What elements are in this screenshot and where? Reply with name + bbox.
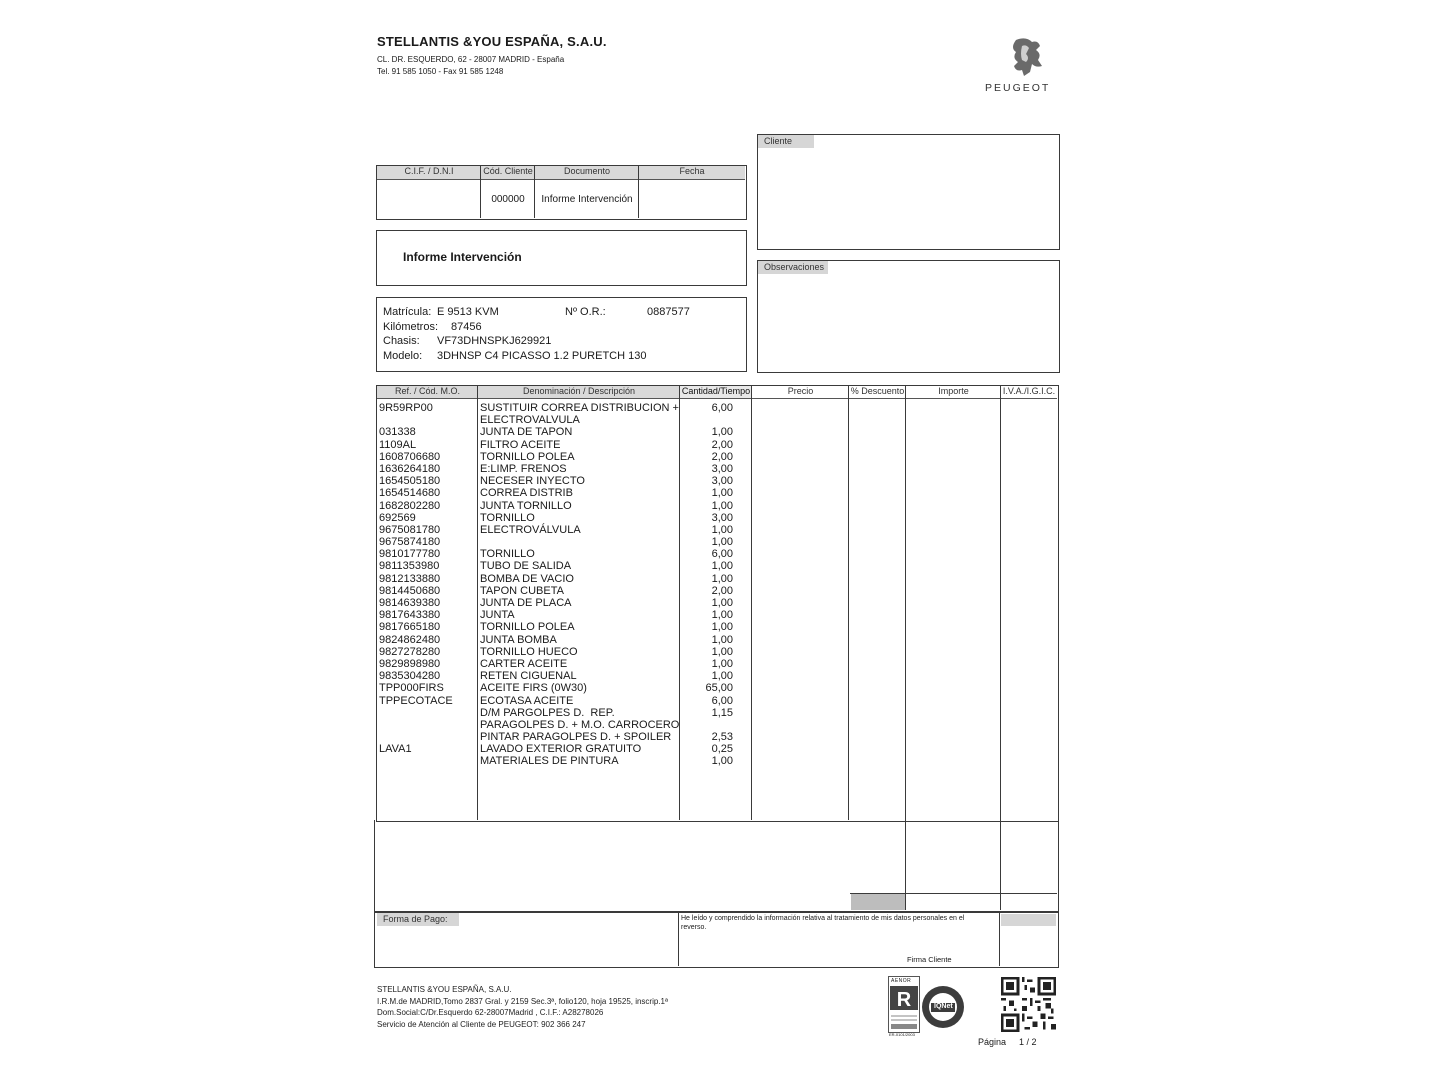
iqnet-label: IQNet <box>934 1003 953 1010</box>
col-discount-header: % Descuento <box>849 386 906 399</box>
item-qty: 1,00 <box>711 499 733 512</box>
desc-column <box>480 402 679 768</box>
item-qty: 1,00 <box>711 633 733 646</box>
item-desc: TORNILLO <box>480 548 535 561</box>
signature-label: Firma Cliente <box>907 955 952 964</box>
vehicle-box <box>376 297 747 372</box>
item-qty: 3,00 <box>711 511 733 524</box>
item-ref: 031338 <box>379 426 416 439</box>
item-ref: 692569 <box>379 511 416 524</box>
item-desc: PARAGOLPES D. + M.O. CARROCERO <box>480 718 680 731</box>
items-table <box>376 385 1059 822</box>
col-ref-header: Ref. / Cód. M.O. <box>377 386 478 399</box>
document-title: Informe Intervención <box>403 250 522 264</box>
item-ref: 9827278280 <box>379 645 441 658</box>
item-qty: 2,00 <box>711 450 733 463</box>
item-qty: 2,53 <box>711 731 733 744</box>
item-qty: 6,00 <box>711 548 733 561</box>
item-ref: 9835304280 <box>379 670 441 683</box>
item-desc: JUNTA TORNILLO <box>480 499 572 512</box>
col-desc-header: Denominación / Descripción <box>478 386 680 399</box>
item-ref: 1636264180 <box>379 462 441 475</box>
value-cod-cliente: 000000 <box>491 194 525 205</box>
cert-label: ER-0101/2003 <box>889 1032 915 1037</box>
item-qty: 65,00 <box>705 682 733 695</box>
item-qty: 1,00 <box>711 523 733 536</box>
header-documento: Documento <box>535 166 639 180</box>
item-ref: 1654505180 <box>379 475 441 488</box>
item-qty: 1,00 <box>711 597 733 609</box>
client-box <box>757 134 1060 250</box>
item-ref: 9R59RP00 <box>379 402 433 414</box>
chasis-value: VF73DHNSPKJ629921 <box>437 335 552 347</box>
item-ref: 9811353980 <box>379 560 440 573</box>
value-documento: Informe Intervención <box>541 194 633 205</box>
qty-column <box>679 402 733 768</box>
observations-box <box>757 260 1060 373</box>
item-qty: 2,00 <box>711 584 733 597</box>
item-qty <box>679 414 733 426</box>
ref-column <box>379 402 453 768</box>
or-number: 0887577 <box>647 306 690 318</box>
privacy-text: He leído y comprendido la información relativa al tratamiento de mis datos personales en el reverso. <box>681 915 965 931</box>
item-desc: TAPON CUBETA <box>480 584 564 597</box>
item-qty: 1,00 <box>711 609 733 622</box>
item-ref <box>379 719 453 731</box>
item-ref: 9810177780 <box>379 548 441 561</box>
header-cif: C.I.F. / D.N.I <box>377 166 481 180</box>
item-ref: 9824862480 <box>379 633 441 646</box>
item-qty: 1,00 <box>711 572 733 585</box>
km-value: 87456 <box>451 320 482 333</box>
item-qty: 1,00 <box>711 670 733 683</box>
item-desc: CARTER ACEITE <box>480 657 568 670</box>
item-desc: MATERIALES DE PINTURA <box>480 755 619 768</box>
footer-line-1: STELLANTIS &YOU ESPAÑA, S.A.U. <box>377 985 512 994</box>
svg-text:R: R <box>896 989 912 1011</box>
footer-line-3: Dom.Social:C/Dr.Esquerdo 62-28007Madrid , C.I.F.: A28278026 <box>377 1008 604 1017</box>
item-qty: 6,00 <box>711 402 733 414</box>
item-ref: 1682802280 <box>379 499 441 512</box>
col-vat-header: I.V.A./I.G.I.C. <box>1001 386 1057 399</box>
peugeot-lion-logo <box>996 36 1056 80</box>
matricula-value: E 9513 KVM <box>437 306 499 318</box>
item-ref: 9814450680 <box>379 584 441 597</box>
item-desc: ECOTASA ACEITE <box>480 694 574 707</box>
item-desc: TORNILLO HUECO <box>480 645 578 658</box>
item-ref: 9817665180 <box>379 621 441 634</box>
footer-lines <box>377 984 668 1030</box>
item-desc: TUBO DE SALIDA <box>480 560 572 573</box>
item-qty: 0,25 <box>711 743 733 756</box>
item-desc: RETEN CIGUENAL <box>480 670 577 683</box>
title-box <box>376 230 747 286</box>
qr-code <box>1001 977 1056 1032</box>
aenor-label: AENOR <box>891 978 912 984</box>
item-ref: TPP000FIRS <box>379 682 444 695</box>
item-ref: 9675874180 <box>379 536 441 549</box>
item-ref: 9812133880 <box>379 572 441 585</box>
item-qty: 1,00 <box>711 426 733 439</box>
item-qty: 1,00 <box>711 487 733 500</box>
item-desc: TORNILLO POLEA <box>480 450 575 463</box>
item-desc: TORNILLO POLEA <box>480 621 575 634</box>
vehicle-labels <box>383 305 438 363</box>
item-qty: 3,00 <box>711 462 733 475</box>
item-desc: ELECTROVÁLVULA <box>480 523 581 536</box>
item-desc: ACEITE FIRS (0W30) <box>480 682 587 695</box>
totals-area <box>374 820 1059 913</box>
item-desc: SUSTITUIR CORREA DISTRIBUCION + <box>480 402 679 414</box>
item-ref <box>379 731 453 743</box>
item-desc: D/M PARGOLPES D. REP. <box>480 706 615 719</box>
item-desc: JUNTA DE PLACA <box>480 597 572 609</box>
item-qty: 3,00 <box>711 475 733 488</box>
item-ref: 1109AL <box>379 438 417 451</box>
item-desc: JUNTA <box>480 609 515 622</box>
aenor-logo <box>888 976 920 1038</box>
header-fecha: Fecha <box>639 166 745 180</box>
footer-line-2: I.R.M.de MADRID,Tomo 2837 Gral. y 2159 Sec.3ª, folio120, hoja 19525, inscrip.1ª <box>377 996 668 1006</box>
km-label: Kilómetros: <box>383 320 439 333</box>
item-desc: TORNILLO <box>480 511 535 524</box>
item-ref: 9829898980 <box>379 657 441 670</box>
item-desc: JUNTA DE TAPON <box>480 426 573 439</box>
item-qty: 1,00 <box>711 621 733 634</box>
item-desc: LAVADO EXTERIOR GRATUITO <box>480 743 642 756</box>
item-ref: 1608706680 <box>379 450 441 463</box>
item-ref <box>379 755 453 767</box>
item-desc: ELECTROVALVULA <box>480 414 580 427</box>
footer-line-4: Servicio de Atención al Cliente de PEUGEOT: 902 366 247 <box>377 1019 586 1029</box>
item-desc: E:LIMP. FRENOS <box>480 462 567 475</box>
item-ref <box>379 414 453 426</box>
page-number: 1 / 2 <box>1019 1037 1037 1047</box>
brand-name: PEUGEOT <box>985 82 1051 94</box>
item-qty: 2,00 <box>711 438 733 451</box>
item-ref: 1654514680 <box>379 487 441 500</box>
item-qty: 1,00 <box>711 755 733 768</box>
item-qty: 1,00 <box>711 536 733 549</box>
item-desc: NECESER INYECTO <box>480 475 585 488</box>
payment-label: Forma de Pago: <box>377 913 459 926</box>
item-qty: 6,00 <box>711 694 733 707</box>
item-qty: 1,00 <box>711 560 733 573</box>
vehicle-values <box>437 305 499 320</box>
item-desc <box>480 536 679 548</box>
company-address: CL. DR. ESQUERDO, 62 - 28007 MADRID - España <box>377 55 565 64</box>
item-desc: PINTAR PARAGOLPES D. + SPOILER <box>480 731 672 744</box>
observations-label: Observaciones <box>758 261 828 274</box>
item-ref <box>379 707 453 719</box>
col-price-header: Precio <box>752 386 849 399</box>
payment-area <box>374 911 1059 968</box>
item-ref: TPPECOTACE <box>379 694 453 707</box>
item-ref: 9817643380 <box>379 609 441 622</box>
company-phone: Tel. 91 585 1050 - Fax 91 585 1248 <box>377 67 504 76</box>
modelo-label: Modelo: <box>383 349 423 362</box>
item-ref: 9814639380 <box>379 597 441 609</box>
item-qty <box>679 719 733 731</box>
item-desc: FILTRO ACEITE <box>480 438 561 451</box>
totals-shaded-cell <box>851 894 905 910</box>
col-amount-header: Importe <box>906 386 1001 399</box>
item-desc: JUNTA BOMBA <box>480 633 557 646</box>
item-desc: CORREA DISTRIB <box>480 487 573 500</box>
item-ref: LAVA1 <box>379 743 412 756</box>
item-qty: 1,00 <box>711 657 733 670</box>
vat-footer-cell <box>1001 914 1056 926</box>
info-table <box>376 165 747 220</box>
iqnet-logo <box>921 985 965 1029</box>
col-qty-header: Cantidad/Tiempo <box>680 386 752 399</box>
chasis-label: Chasis: <box>383 335 420 347</box>
or-label: Nº O.R.: <box>565 306 606 318</box>
item-qty: 1,00 <box>711 645 733 658</box>
modelo-value: 3DHNSP C4 PICASSO 1.2 PURETCH 130 <box>437 349 647 362</box>
item-qty: 1,15 <box>711 706 733 719</box>
client-label: Cliente <box>758 135 814 148</box>
item-desc: BOMBA DE VACIO <box>480 572 574 585</box>
page-label: Página <box>978 1037 1007 1047</box>
matricula-label: Matrícula: <box>383 306 432 318</box>
header-cod-cliente: Cód. Cliente <box>481 166 535 180</box>
company-name: STELLANTIS &YOU ESPAÑA, S.A.U. <box>377 34 607 49</box>
item-ref: 9675081780 <box>379 523 441 536</box>
